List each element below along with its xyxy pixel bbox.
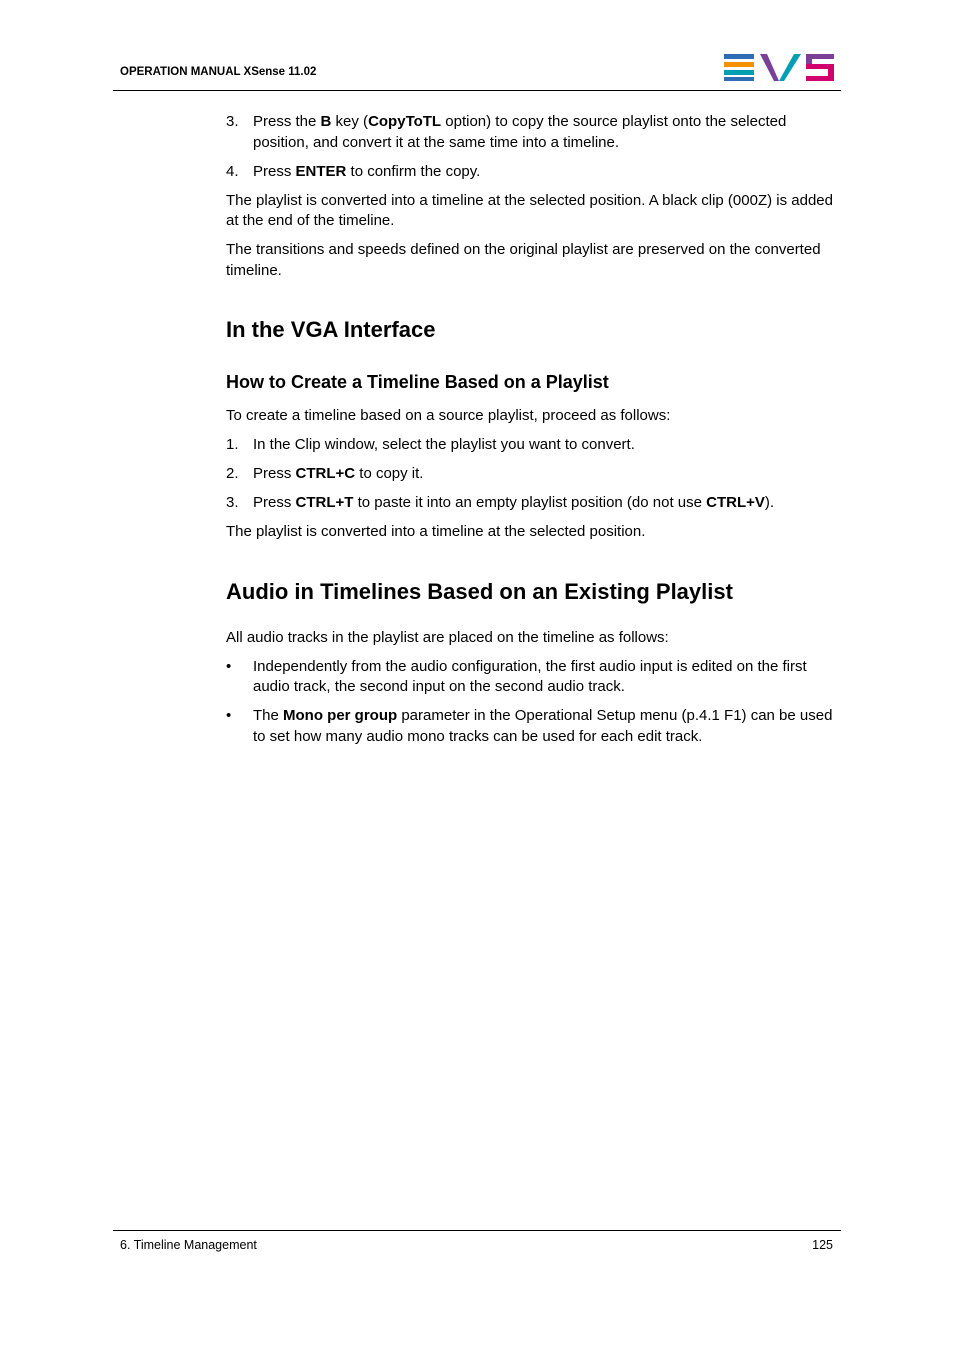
list-number: 3.: [226, 494, 239, 511]
parameter-name: Mono per group: [283, 707, 398, 724]
list-item: 3. Press CTRL+T to paste it into an empty playlist position (do not use CTRL+V).: [226, 493, 838, 514]
header-rule: [113, 90, 841, 91]
option-name: CopyToTL: [368, 113, 442, 130]
logo-v-right: [779, 54, 801, 81]
logo-v-left: [760, 54, 779, 81]
bullet-marker: •: [226, 657, 232, 675]
footer-rule: [113, 1230, 841, 1231]
key-name: CTRL+C: [295, 465, 356, 482]
page-content: [226, 112, 838, 756]
key-name: B: [320, 113, 332, 130]
logo-s-bottom: [806, 76, 834, 81]
subsection-heading: How to Create a Timeline Based on a Playlist: [226, 372, 609, 392]
section-heading: In the VGA Interface: [226, 317, 436, 342]
footer-section-title: 6. Timeline Management: [120, 1238, 257, 1252]
bullet-marker: •: [226, 707, 232, 724]
list-item: 4. Press ENTER to confirm the copy.: [226, 162, 838, 183]
running-header-title: OPERATION MANUAL XSense 11.02: [120, 66, 317, 78]
paragraph: The playlist is converted into a timeline at the selected position. A black clip (000Z) is added at the end of the timeline.: [226, 191, 833, 229]
list-number: 2.: [226, 465, 239, 482]
key-name: ENTER: [295, 162, 347, 180]
key-name: CTRL+T: [295, 494, 354, 511]
bullet-item: • Independently from the audio configuration, the first audio input is edited on the first audio track, the second input on the second audio track.: [226, 657, 807, 695]
list-item: 3. Press the B key (CopyToTL option) to copy the source playlist onto the selected position, and convert it at the same time into a timeline.: [226, 113, 787, 151]
list-number: 3.: [226, 113, 239, 130]
logo-e-bar-4: [724, 77, 754, 81]
list-number: 4.: [226, 162, 239, 180]
paragraph: All audio tracks in the playlist are placed on the timeline as follows:: [226, 628, 669, 646]
paragraph: To create a timeline based on a source playlist, proceed as follows:: [226, 407, 671, 424]
logo-e-bar-3: [724, 70, 754, 75]
section-heading: Audio in Timelines Based on an Existing Playlist: [226, 578, 733, 604]
logo-e-bar-1: [724, 54, 754, 59]
evs-logo: [724, 52, 836, 82]
page-number: 125: [812, 1238, 833, 1252]
paragraph: The transitions and speeds defined on the original playlist are preserved on the converted timeline.: [226, 241, 821, 279]
paragraph: The playlist is converted into a timeline at the selected position.: [226, 523, 646, 540]
logo-e-bar-2: [724, 62, 754, 67]
list-item: 2. Press CTRL+C to copy it.: [226, 464, 838, 485]
bullet-item: • The Mono per group parameter in the Operational Setup menu (p.4.1 F1) can be used to set how many audio mono tracks can be used for each edit track.: [226, 707, 833, 745]
key-name: CTRL+V: [706, 494, 765, 511]
list-number: 1.: [226, 436, 239, 453]
list-item: 1. In the Clip window, select the playlist you want to convert.: [226, 435, 838, 456]
